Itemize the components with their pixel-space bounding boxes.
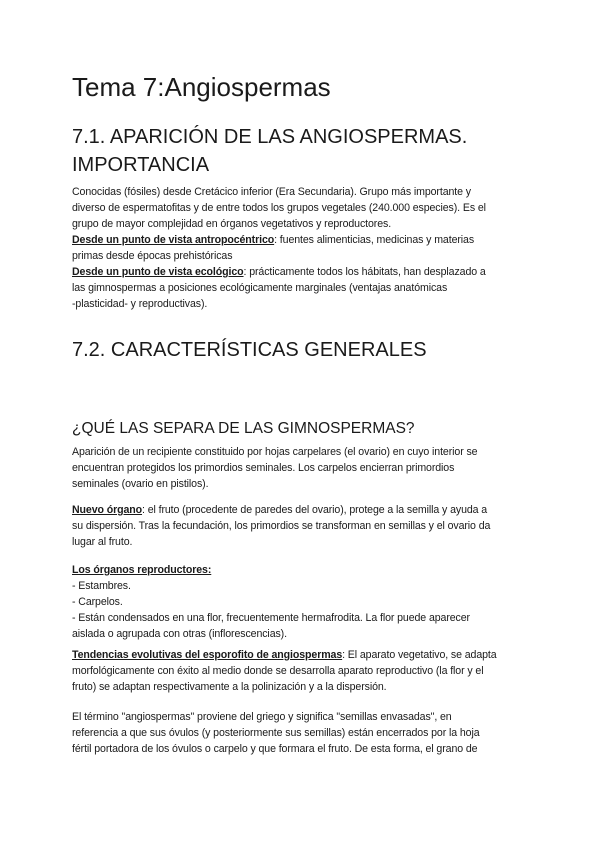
text-line (72, 518, 490, 534)
text-line (72, 502, 490, 518)
line-text: seminales (ovario en pistilos). (72, 478, 209, 490)
text-line (72, 476, 477, 492)
text-line (72, 741, 480, 757)
text-line (72, 296, 486, 312)
line-text: aislada o agrupada con otras (inflorescencias). (72, 628, 287, 640)
heading-line: IMPORTANCIA (72, 154, 210, 176)
bold-underlined-label: Desde un punto de vista antropocéntrico (72, 234, 275, 246)
text-line (72, 679, 497, 695)
text-line (72, 709, 480, 725)
paragraph-organos-reproductores (72, 562, 470, 642)
subheading-gimnospermas: ¿QUÉ LAS SEPARA DE LAS GIMNOSPERMAS? (72, 420, 415, 437)
line-text: : fuentes alimenticias, medicinas y materias (274, 234, 475, 246)
bold-underlined-label: Los órganos reproductores: (72, 564, 212, 576)
text-line (72, 444, 477, 460)
line-text: encuentran protegidos los primordios seminales. Los carpelos encierran primordios (72, 462, 455, 474)
line-text: su dispersión. Tras la fecundación, los primordios se transforman en semillas y el ovario da (72, 520, 491, 532)
line-text: : prácticamente todos los hábitats, han desplazado a (243, 266, 486, 278)
line-text: - Están condensados en una flor, frecuentemente hermafrodita. La flor puede aparecer (72, 612, 470, 624)
line-text: - Estambres. (72, 580, 131, 592)
bold-underlined-label: Nuevo órgano (72, 504, 143, 516)
text-line (72, 200, 486, 216)
text-line (72, 232, 486, 248)
page-title: Tema 7:Angiospermas (72, 72, 331, 102)
text-line (72, 725, 480, 741)
text-line (72, 562, 470, 578)
paragraph-ovario (72, 444, 477, 492)
text-line (72, 594, 470, 610)
text-line (72, 647, 497, 663)
line-text: referencia a que sus óvulos (y posteriormente sus semillas) están encerrados por la hoja (72, 727, 480, 739)
text-line (72, 663, 497, 679)
section-heading-7-2: 7.2. CARACTERÍSTICAS GENERALES (72, 339, 427, 361)
section-heading-7-1 (72, 123, 467, 179)
paragraph-termino (72, 709, 480, 757)
bold-underlined-label: Tendencias evolutivas del esporofito de angiospermas (72, 649, 343, 661)
line-text: lugar al fruto. (72, 536, 133, 548)
line-text: primas desde épocas prehistóricas (72, 250, 233, 262)
line-text: - Carpelos. (72, 596, 123, 608)
line-text: diverso de espermatofitas y de entre todos los grupos vegetales (240.000 especies). Es el (72, 202, 486, 214)
paragraph-tendencias (72, 647, 497, 695)
bold-underlined-label: Desde un punto de vista ecológico (72, 266, 244, 278)
text-line (72, 280, 486, 296)
line-text: : el fruto (procedente de paredes del ovario), protege a la semilla y ayuda a (142, 504, 488, 516)
text-line (72, 248, 486, 264)
heading-line: 7.1. APARICIÓN DE LAS ANGIOSPERMAS. (72, 126, 468, 148)
text-line (72, 578, 470, 594)
line-text: Conocidas (fósiles) desde Cretácico inferior (Era Secundaria). Grupo más importante y (72, 186, 471, 198)
line-text: fruto) se adaptan respectivamente a la polinización y a la dispersión. (72, 681, 387, 693)
line-text: fértil portadora de los óvulos o carpelo y que formara el fruto. De esta forma, el grano de (72, 743, 478, 755)
paragraph-nuevo-organo (72, 502, 490, 550)
line-text: -plasticidad- y reproductivas). (72, 298, 208, 310)
text-line (72, 216, 486, 232)
text-line (72, 626, 470, 642)
paragraph-importancia (72, 184, 486, 312)
line-text: : El aparato vegetativo, se adapta (342, 649, 497, 661)
text-line (72, 610, 470, 626)
line-text: El término "angiospermas" proviene del griego y significa "semillas envasadas", en (72, 711, 452, 723)
text-line (72, 534, 490, 550)
line-text: Aparición de un recipiente constituido por hojas carpelares (el ovario) en cuyo interior se (72, 446, 478, 458)
line-text: las gimnospermas a posiciones ecológicamente marginales (ventajas anatómicas (72, 282, 448, 294)
line-text: morfológicamente con éxito al medio donde se desarrolla aparato reproductivo (la flor y el (72, 665, 484, 677)
text-line (72, 184, 486, 200)
line-text: grupo de mayor complejidad en órganos vegetativos y reproductores. (72, 218, 392, 230)
text-line (72, 264, 486, 280)
text-line (72, 460, 477, 476)
